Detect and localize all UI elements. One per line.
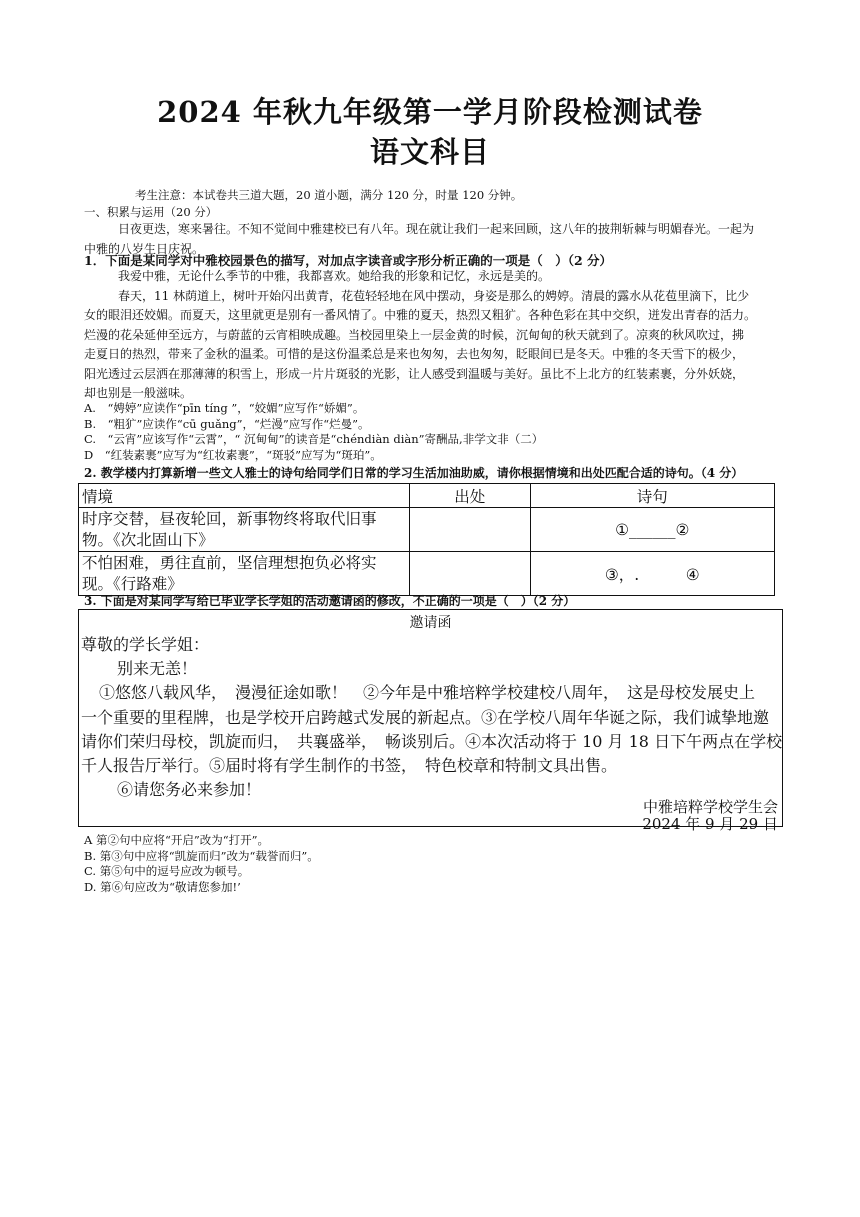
invitation-letter <box>78 609 783 833</box>
question-1-passage <box>84 267 756 404</box>
context-cell <box>79 552 410 596</box>
intro-line: 中雅的八岁生日庆祝。 <box>84 241 205 256</box>
context-line: 时序交替，昼夜轮回，新事物终将取代旧事 <box>82 509 377 528</box>
table-header-row <box>79 484 775 508</box>
passage-line: 阳光透过云层洒在那薄薄的积雪上，形成一片片斑驳的光影，让人感受到温暖与美好。虽比不上北方的红装素裹，分外妖娆， <box>84 366 745 381</box>
source-cell[interactable] <box>409 508 530 552</box>
exam-subtitle: 语文科目 <box>369 135 490 169</box>
context-line: 不怕困难，勇往直前，坚信理想抱负必将实 <box>82 553 377 572</box>
passage-line: 我爱中雅，无论什么季节的中雅，我都喜欢。她给我的形象和记忆，永远是美的。 <box>118 269 551 283</box>
option-c: C. 第⑤句中的逗号应改为顿号。 <box>84 864 250 878</box>
question-1-options <box>84 401 543 463</box>
question-3-options <box>84 833 319 895</box>
passage-line: 走夏日的热烈，带来了金秋的温柔。可惜的是这份温柔总是来也匆匆，去也匆匆，眨眼间已是冬天。中雅的冬天雪下的极少， <box>84 347 745 361</box>
question-2-stem: 2. 教学楼内打算新增一些文人雅士的诗句给同学们日常的学习生活加油助威，请你根据情境和出处匹配合适的诗句。（4 分） <box>84 466 744 480</box>
letter-body-line: 一个重要的里程牌，也是学校开启跨越式发展的新起点。③在学校八周年华诞之际，我们诚挚地邀 <box>81 708 770 727</box>
source-cell[interactable] <box>409 552 530 596</box>
passage-line: 春天，11 林荫道上，树叶开始闪出黄青，花苞轻轻地在风中摆动，身姿是那么的娉婷。清晨的露水从花苞里滴下，比少 <box>118 288 750 303</box>
poem-table <box>78 483 775 596</box>
option-b: B. “粗犷”应读作“cū guǎng”，“烂漫”应写作“烂曼”。 <box>84 416 370 431</box>
column-header-context: 情境 <box>79 484 410 508</box>
context-line: 现。《行路难》 <box>82 574 183 593</box>
letter-date: 2024 年 9 月 29 日 <box>642 815 778 833</box>
option-a: A 第②句中应将“开启”改为“打开”。 <box>84 833 269 847</box>
exam-notice: 考生注意：本试卷共三道大题，20 道小题，满分 120 分，时量 120 分钟。 <box>135 188 523 202</box>
option-d: D “红装素裹”应写为“红妆素裹”，“斑驳”应写为“斑珀”。 <box>84 447 382 462</box>
letter-signature: 中雅培粹学校学生会 <box>642 798 778 816</box>
option-a: A. “娉婷”应读作“pīn tíng ”，“姣媚”应写作“娇媚”。 <box>84 401 365 415</box>
passage-line: 烂漫的花朵延伸至远方，与蔚蓝的云宵相映成趣。当校园里染上一层金黄的时候，沉甸甸的秋天就到了。凉爽的秋风吹过，拂 <box>84 327 745 342</box>
section-heading: 一、积累与运用（20 分） <box>84 205 218 219</box>
letter-salutation: 尊敬的学长学姐： <box>81 635 210 654</box>
option-d: D. 第⑥句应改为“敬请您参加!’ <box>84 879 241 894</box>
letter-body-line: 请你们荣归母校，凯旋而归， 共襄盛举， 畅谈别后。④本次活动将于 10 月 18 日下午两点在学校 <box>81 732 783 751</box>
context-cell <box>79 508 410 552</box>
table-row <box>79 552 775 596</box>
context-line: 物。《次北固山下》 <box>82 530 214 549</box>
passage-line: 女的眼泪还姣媚。而夏天，这里就更是别有一番风情了。中雅的夏天，热烈又粗犷。各种色彩在其中交织，迸发出青春的活力。 <box>84 308 757 322</box>
letter-title: 邀请函 <box>409 615 452 631</box>
verse-cell[interactable]: ③，. ④ <box>530 552 774 596</box>
column-header-source: 出处 <box>409 484 530 508</box>
exam-title: 2024 年秋九年级第一学月阶段检测试卷 <box>157 95 703 129</box>
letter-body-line: ①悠悠八载风华， 漫漫征途如歌！ ②今年是中雅培粹学校建校八周年， 这是母校发展史上 <box>99 683 756 702</box>
letter-greeting: 别来无恙！ <box>117 659 198 678</box>
verse-cell[interactable]: ①______② <box>530 508 774 552</box>
table-row <box>79 508 775 552</box>
question-1-stem: 1．下面是某同学对中雅校园景色的描写，对加点字读音或字形分析正确的一项是（ ）（2 分） <box>84 253 612 268</box>
letter-body-line: 千人报告厅举行。⑤届时将有学生制作的书签， 特色校章和特制文具出售。 <box>81 756 618 775</box>
option-c: C. “云宵”应该写作“云霄”，“ 沉甸甸”的读音是“chéndiàn diàn”寄酬品,非学文非（二） <box>84 432 544 446</box>
intro-line: 日夜更迭，寒来暑往。不知不觉间中雅建校已有八年。现在就让我们一起来回顾，这八年的披荆斩棘与明媚春光。一起为 <box>118 222 755 236</box>
passage-line: 却也别是一般滋味。 <box>84 386 193 400</box>
column-header-verse: 诗句 <box>530 484 774 508</box>
letter-closing: ⑥请您务必来参加！ <box>117 780 262 799</box>
option-b: B. 第③句中应将“凯旋而归”改为“载誉而归”。 <box>84 848 319 863</box>
question-3-stem: 3. 下面是对某同学写给已毕业学长学姐的活动邀请函的修改，不正确的一项是（ ）（2 分） <box>84 594 576 608</box>
